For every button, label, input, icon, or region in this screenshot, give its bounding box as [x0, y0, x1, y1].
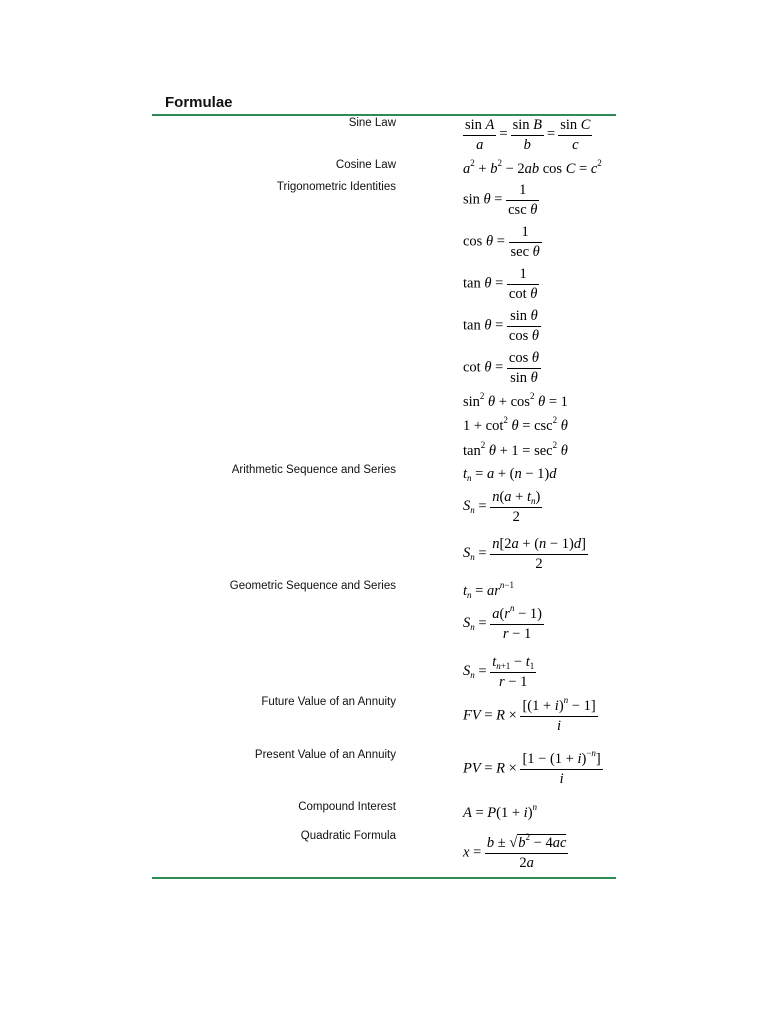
geometric-sum-formula-1: $S_n$ = $\frac{a(r^n - 1)}{r - 1}$	[463, 603, 542, 642]
bottom-divider	[152, 877, 616, 879]
pythagorean-identity-1: $\sin^2 \theta + \cos^2 \theta = 1$	[463, 391, 568, 410]
compound-interest-formula: $A = P(1 + i)^n$	[463, 802, 538, 821]
cot-quotient-identity: cot θ = $\frac{\text{cos θ}}{\text{sin θ}}$	[463, 350, 539, 386]
label-present-value: Present Value of an Annuity	[254, 749, 396, 761]
arithmetic-sum-formula-2: $S_n$ = $\frac{n[2a + (n - 1)d]}{2}$	[463, 536, 586, 572]
tan-quotient-identity: tan θ = $\frac{\text{sin θ}}{\text{cos θ}}$	[463, 308, 539, 344]
tan-reciprocal-identity: tan θ = $\frac{1}{\text{cot θ}}$	[463, 266, 538, 302]
page-title: Formulae	[165, 94, 233, 111]
label-trig-identities: Trigonometric Identities	[276, 181, 396, 193]
label-future-value: Future Value of an Annuity	[261, 696, 396, 708]
quadratic-formula: x = $\frac{b \pm √b^2 - 4ac}{2a}$	[463, 832, 567, 871]
top-divider	[152, 114, 616, 116]
geometric-sum-formula-2: $S_n$ = $\frac{t_{n+1} - t_1}{r - 1}$	[463, 654, 535, 690]
sin-reciprocal-identity: sin θ = $\frac{1}{\text{csc θ}}$	[463, 182, 538, 218]
arithmetic-term-formula: $t_n = a + (n - 1)d$	[463, 466, 557, 483]
cosine-law-formula: $a^2 + b^2 - 2ab$ $\cos C = c^2$	[463, 158, 602, 177]
label-cosine-law: Cosine Law	[335, 159, 396, 171]
present-value-formula: PV = R × $\frac{[1 - (1 + i)^{-n}]}{i}$	[463, 748, 601, 787]
label-geometric-series: Geometric Sequence and Series	[229, 580, 396, 592]
geometric-term-formula: $t_n = ar^{n-1}$	[463, 580, 514, 600]
label-sine-law: Sine Law	[348, 117, 396, 129]
sine-law-formula: $\frac{\text{sin A}}{a}$ = $\frac{\text{sin B}}{b}$ = $\frac{\text{sin C}}{c}$	[465, 117, 591, 153]
label-quadratic-formula: Quadratic Formula	[300, 830, 396, 842]
pythagorean-identity-2: $1 + \cot^2 \theta = \csc^2 \theta$	[463, 415, 568, 434]
cos-reciprocal-identity: cos θ = $\frac{1}{\text{sec θ}}$	[463, 224, 540, 260]
label-arithmetic-series: Arithmetic Sequence and Series	[231, 464, 396, 476]
future-value-formula: FV = R × $\frac{[(1 + i)^n - 1]}{i}$	[463, 695, 596, 734]
label-compound-interest: Compound Interest	[298, 801, 396, 813]
arithmetic-sum-formula-1: $S_n$ = $\frac{n(a + t_n)}{2}$	[463, 489, 541, 525]
pythagorean-identity-3: $\tan^2 \theta + 1 = \sec^2 \theta$	[463, 440, 568, 459]
